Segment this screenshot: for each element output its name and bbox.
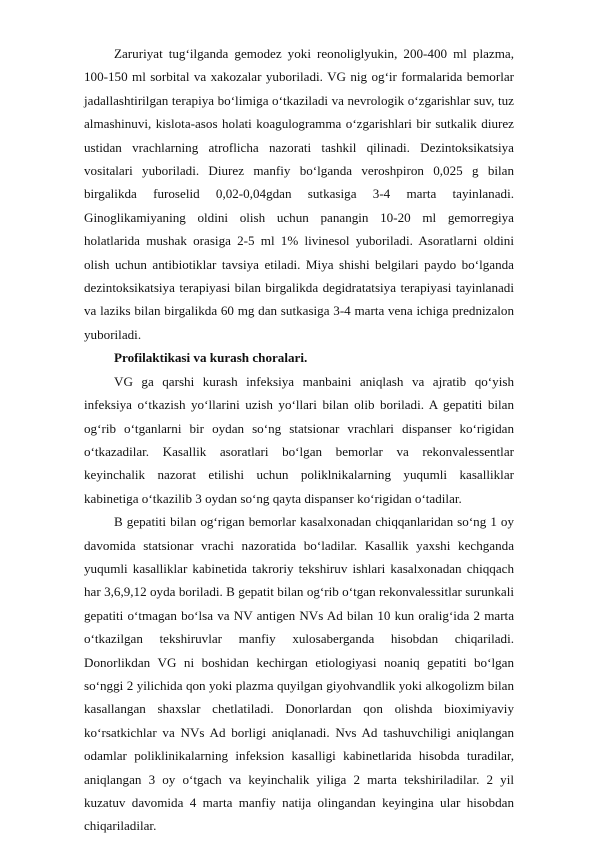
paragraph-treatment: Zaruriyat tug‘ilganda gemodez yoki reonoliglyukin, 200-400 ml plazma, 100-150 ml sorbital va xakozalar yuboriladi. VG nig og‘ir formalarida bemorlar jadallashtirilgan terapiya bo‘limiga o‘tkaziladi va nevrologik o‘zgarishlar suv, tuz almashinuvi, kislota-asos holati koagulogramma o‘zgarishlari bir sutkalik diurez ustidan vrachlarning atroflicha nazorati tashkil qilinadi. Dezintoksikatsiya vositalari yuboriladi. Diurez manfiy bo‘lganda veroshpiron 0,025 g bilan birgalikda furoselid 0,02-0,04gdan sutkasiga 3-4 marta tayinlanadi. Ginoglikamiyaning oldini olish uchun panangin 10-20 ml gemorregiya holatlarida mushak orasiga 2-5 ml 1% livinesol yuboriladi. Asoratlarni oldini olish uchun antibiotiklar tavsiya etiladi. Miya shishi belgilari paydo bo‘lganda dezintoksikatsiya terapiyasi bilan birgalikda degidratatsiya terapiyasi tayinlanadi va laziks bilan birgalikda 60 mg dan sutkasiga 3-4 marta vena ichiga prednizalon yuboriladi. (84, 46, 514, 342)
document-page (84, 42, 514, 838)
paragraph-prevention: VG ga qarshi kurash infeksiya manbaini aniqlash va ajratib qo‘yish infeksiya o‘tkazish yo‘llarini uzish yo‘llari bilan olib boriladi. A gepatiti bilan og‘rib o‘tganlarni bir oydan so‘ng statsionar vrachlari dispanser ko‘rigidan o‘tkazadilar. Kasallik asoratlari bo‘lgan bemorlar va rekonvalessentlar keyinchalik nazorat etilishi uchun poliklnikalarning yuqumli kasalliklar kabinetiga o‘tkazilib 3 oydan so‘ng qayta dispanser ko‘rigidan o‘tadilar. (84, 373, 514, 506)
section-heading: Profilaktikasi va kurash choralari. (114, 350, 308, 366)
paragraph-hepatitis-b: B gepatiti bilan og‘rigan bemorlar kasalxonadan chiqqanlaridan so‘ng 1 oy davomida statsionar vrachi nazoratida bo‘ladilar. Kasallik yaxshi kechganda yuqumli kasalliklar kabinetida takroriy tekshiruv ishlari kasalxonadan chiqqach har 3,6,9,12 oyda boriladi. B gepatit bilan og‘rib o‘tgan rekonvalessitlar surunkali gepatiti o‘tmagan bo‘lsa va NV antigen NVs Ad bilan 10 kun oralig‘ida 2 marta o‘tkazilgan tekshiruvlar manfiy xulosaberganda hisobdan chiqariladi. Donorlikdan VG ni boshidan kechirgan etiologiyasi noaniq gepatiti bo‘lgan so‘nggi 2 yilichida qon yoki plazma quyilgan giyohvandlik yoki alkogolizm bilan kasallangan shaxslar chetlatiladi. Donorlardan qon olishda bioximiyaviy ko‘rsatkichlar va NVs Ad borligi aniqlanadi. Nvs Ad tashuvchiligi aniqlangan odamlar poliklinikalarning infeksion kasalligi kabinetlarida hisobda turadilar, aniqlangan 3 oy o‘tgach va keyinchalik yiliga 2 marta tekshiriladilar. 2 yil kuzatuv davomida 4 marta manfiy natija olingandan keyingina ular hisobdan chiqariladilar. (84, 514, 514, 834)
